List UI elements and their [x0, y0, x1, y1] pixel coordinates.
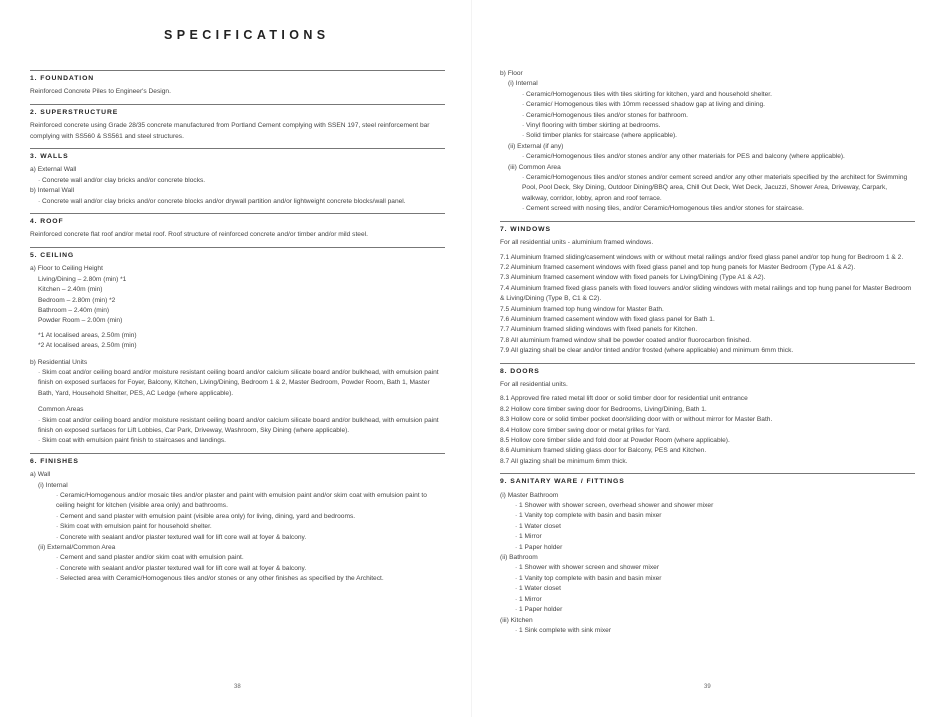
list-item: · 1 Sink complete with sink mixer [515, 626, 612, 634]
page-number: 39 [704, 684, 711, 690]
page-title: SPECIFICATIONS [164, 28, 330, 42]
list-item: 8.4 Hollow core timber swing door or metal grilles for Yard. [500, 426, 671, 434]
list-item: · 1 Shower with shower screen and shower mixer [515, 564, 660, 572]
right-page [472, 0, 943, 717]
list-item: · 1 Paper holder [515, 543, 563, 551]
list-item: · Ceramic/ Homogenous tiles with 10mm recessed shadow gap at living and dining. [522, 101, 765, 109]
section-divider [30, 453, 445, 454]
list-item: 7.9 All glazing shall be clear and/or tinted and/or frosted (where applicable) and minimum 6mm thick. [500, 347, 794, 355]
section-heading: 8. DOORS [500, 367, 540, 375]
section-windows [500, 221, 915, 357]
left-column [30, 70, 445, 591]
section-heading: 6. FINISHES [30, 457, 79, 465]
list-item: Kitchen – 2.40m (min) [38, 286, 103, 294]
section-sanitary [500, 473, 915, 636]
sub-label: (ii) External (if any) [508, 142, 564, 150]
list-item: · Cement screed with nosing tiles, and/or Ceramic/Homogenous tiles and/or stones for staircase. [522, 205, 804, 213]
section-floor [500, 69, 915, 215]
page-number: 38 [234, 684, 241, 690]
list-item: · Concrete wall and/or clay bricks and/or concrete blocks. [38, 176, 206, 184]
section-divider [30, 70, 445, 71]
list-item: · Cement and sand plaster with emulsion paint (visible area only) for living, dining, yard and bedrooms. [56, 512, 356, 520]
section-divider [500, 363, 915, 364]
list-item: · Concrete wall and/or clay bricks and/or concrete blocks and/or drywall partition and/or lightweight concrete blocks/wall panel. [38, 197, 406, 205]
list-item: · Ceramic/Homogenous tiles with tiles skirting for kitchen, yard and household shelter. [522, 90, 772, 98]
list-item: · Ceramic/Homogenous tiles and/or stones for bathroom. [522, 111, 689, 119]
list-item: · Ceramic/Homogenous tiles and/or stones and/or any other materials for PES and balcony (where applicable). [522, 153, 845, 161]
list-item: 7.8 All aluminium framed window shall be powder coated and/or fluorocarbon finished. [500, 336, 752, 344]
sub-label: b) Floor [500, 70, 523, 77]
section-text: For all residential units. [500, 380, 568, 388]
list-item: 8.2 Hollow core timber swing door for Bedrooms, Living/Dining, Bath 1. [500, 405, 707, 413]
list-item: · 1 Paper holder [515, 606, 563, 614]
section-divider [30, 213, 445, 214]
list-item: · 1 Vanity top complete with basin and basin mixer [515, 574, 662, 582]
section-superstructure [30, 104, 445, 142]
list-item: · Skim coat with emulsion paint for household shelter. [56, 523, 212, 531]
section-text: For all residential units - aluminium framed windows. [500, 239, 654, 247]
list-item: Powder Room – 2.00m (min) [38, 317, 123, 325]
list-item: · 1 Mirror [515, 533, 542, 541]
sub-label: b) Internal Wall [30, 187, 75, 195]
list-item: · Vinyl flooring with timber skirting at bedrooms. [522, 122, 661, 130]
list-item: · Ceramic/Homogenous and/or mosaic tiles and/or plaster and paint with emulsion paint and/or skim coat with emulsion paint to ceiling height for kitchen (visible area only) and bathrooms. [56, 492, 427, 510]
list-item: 8.6 Aluminium framed sliding glass door for Balcony, PES and Kitchen. [500, 447, 707, 455]
list-item: · 1 Water closet [515, 522, 561, 530]
section-heading: 7. WINDOWS [500, 225, 551, 233]
sub-label: b) Residential Units [30, 358, 88, 366]
section-heading: 3. WALLS [30, 153, 69, 161]
list-item: · Skim coat with emulsion paint finish to staircases and landings. [38, 437, 227, 445]
section-walls [30, 148, 445, 207]
footnote: *2 At localised areas, 2.50m (min) [38, 342, 137, 350]
section-divider [30, 247, 445, 248]
section-ceiling [30, 247, 445, 447]
section-divider [500, 473, 915, 474]
list-item: 8.3 Hollow core or solid timber pocket door/sliding door with or without mirror for Master Bath. [500, 416, 773, 424]
list-item: 8.1 Approved fire rated metal lift door or solid timber door for residential unit entrance [500, 395, 748, 403]
list-item: · 1 Water closet [515, 585, 561, 593]
right-column [500, 69, 915, 642]
footnote: *1 At localised areas, 2.50m (min) [38, 331, 137, 339]
sub-label: (ii) Bathroom [500, 554, 538, 562]
section-text: Reinforced Concrete Piles to Engineer's Design. [30, 88, 171, 96]
section-doors [500, 363, 915, 468]
section-heading: 5. CEILING [30, 251, 75, 259]
list-item: · Selected area with Ceramic/Homogenous tiles and/or stones or any other finishes as specified by the Architect. [56, 575, 384, 583]
list-item: · Cement and sand plaster and/or skim coat with emulsion paint. [56, 554, 244, 562]
sub-label: (iii) Common Area [508, 163, 561, 171]
list-item: Bathroom – 2.40m (min) [38, 306, 110, 314]
section-heading: 4. ROOF [30, 218, 64, 226]
list-item: 7.3 Aluminium framed casement window with fixed panels for Living/Dining (Type A1 & A2). [500, 274, 766, 282]
list-item: · 1 Mirror [515, 595, 542, 603]
section-divider [30, 104, 445, 105]
list-item: 7.4 Aluminium framed fixed glass panels with fixed louvers and/or sliding windows with metal railings and top hung panel for Master Bedroom & Living/Dining (Type B, C1 & C2). [500, 284, 912, 303]
section-heading: 2. SUPERSTRUCTURE [30, 108, 119, 116]
section-text: Reinforced concrete using Grade 28/35 concrete manufactured from Portland Cement complying with SSEN 197, steel reinforcement bar complying with SS560 & SS561 and steel structures. [30, 122, 430, 140]
sub-label: (iii) Kitchen [500, 616, 533, 624]
list-item: 7.6 Aluminium framed casement window with fixed glass panel for Bath 1. [500, 315, 715, 323]
sub-label: Common Areas [38, 406, 84, 414]
section-heading: 1. FOUNDATION [30, 75, 95, 82]
section-roof [30, 213, 445, 241]
list-item: · Skim coat and/or ceiling board and/or moisture resistant ceiling board and/or calcium silicate board and/or bulkhead, with emulsion paint finish on exposed surfaces for Foyer, Balcony, Kitchen, Living/Dining, Bedroom 1 & 2, Master Bedroom, Powder Room, Bath 1, Master Bath, Yard, Household Shelter, PES, AC Ledge (where applicable). [38, 368, 439, 397]
sub-label: (i) Internal [508, 80, 538, 88]
section-divider [30, 148, 445, 149]
list-item: · Concrete with sealant and/or plaster textured wall for lift core wall at foyer & balcony. [56, 564, 307, 572]
section-finishes [30, 453, 445, 585]
list-item: 7.1 Aluminium framed sliding/casement windows with or without metal railings and/or fixed glass panel and/or top hung for Bedroom 1 & 2. [500, 253, 904, 261]
section-foundation [30, 70, 445, 98]
list-item: · Solid timber planks for staircase (where applicable). [522, 132, 678, 140]
list-item: 7.5 Aluminium framed top hung window for Master Bath. [500, 305, 664, 313]
list-item: 8.5 Hollow core timber slide and fold door at Powder Room (where applicable). [500, 437, 730, 444]
list-item: · Ceramic/Homogenous tiles and/or stones and/or cement screed and/or any other materials specified by the architect for Swimming Pool, Pool Deck, Sky Dining, Outdoor Dining/BBQ area, Chill Out Deck, Wet Deck, Jacuzzi, Shower Area, Driveway, Carpark, walkway, corridor, lobby, apron and roof terrace. [522, 174, 908, 202]
section-text: Reinforced concrete flat roof and/or metal roof. Roof structure of reinforced concrete and/or timber and/or mild steel. [30, 231, 368, 239]
sub-label: (i) Master Bathroom [500, 491, 559, 499]
list-item: 8.7 All glazing shall be minimum 6mm thick. [500, 457, 628, 465]
sub-label: a) Wall [30, 471, 51, 479]
sub-label: (i) Internal [38, 481, 68, 489]
sub-label: a) External Wall [30, 166, 77, 174]
list-item: · 1 Shower with shower screen, overhead shower and shower mixer [515, 502, 714, 510]
list-item: · 1 Vanity top complete with basin and basin mixer [515, 512, 662, 520]
list-item: · Concrete with sealant and/or plaster textured wall for lift core wall at foyer & balcony. [56, 533, 307, 541]
list-item: 7.2 Aluminium framed casement windows with fixed glass panel and top hung panels for Master Bedroom (Type A1 & A2). [500, 263, 856, 271]
sub-label: (ii) External/Common Area [38, 544, 116, 552]
list-item: Bedroom – 2.80m (min) *2 [38, 296, 116, 304]
section-heading: 9. SANITARY WARE / FITTINGS [500, 478, 625, 486]
sub-label: a) Floor to Ceiling Height [30, 265, 103, 273]
list-item: 7.7 Aluminium framed sliding windows with fixed panels for Kitchen. [500, 326, 698, 334]
list-item: Living/Dining – 2.80m (min) *1 [38, 275, 127, 283]
list-item: · Skim coat and/or ceiling board and/or moisture resistant ceiling board and/or calcium silicate board and/or bulkhead, with emulsion paint finish on exposed surfaces for Lift Lobbies, Car Park, Driveway, Washroom, Sky Dining (where applicable). [38, 416, 439, 434]
left-page [0, 0, 471, 717]
section-divider [500, 221, 915, 222]
